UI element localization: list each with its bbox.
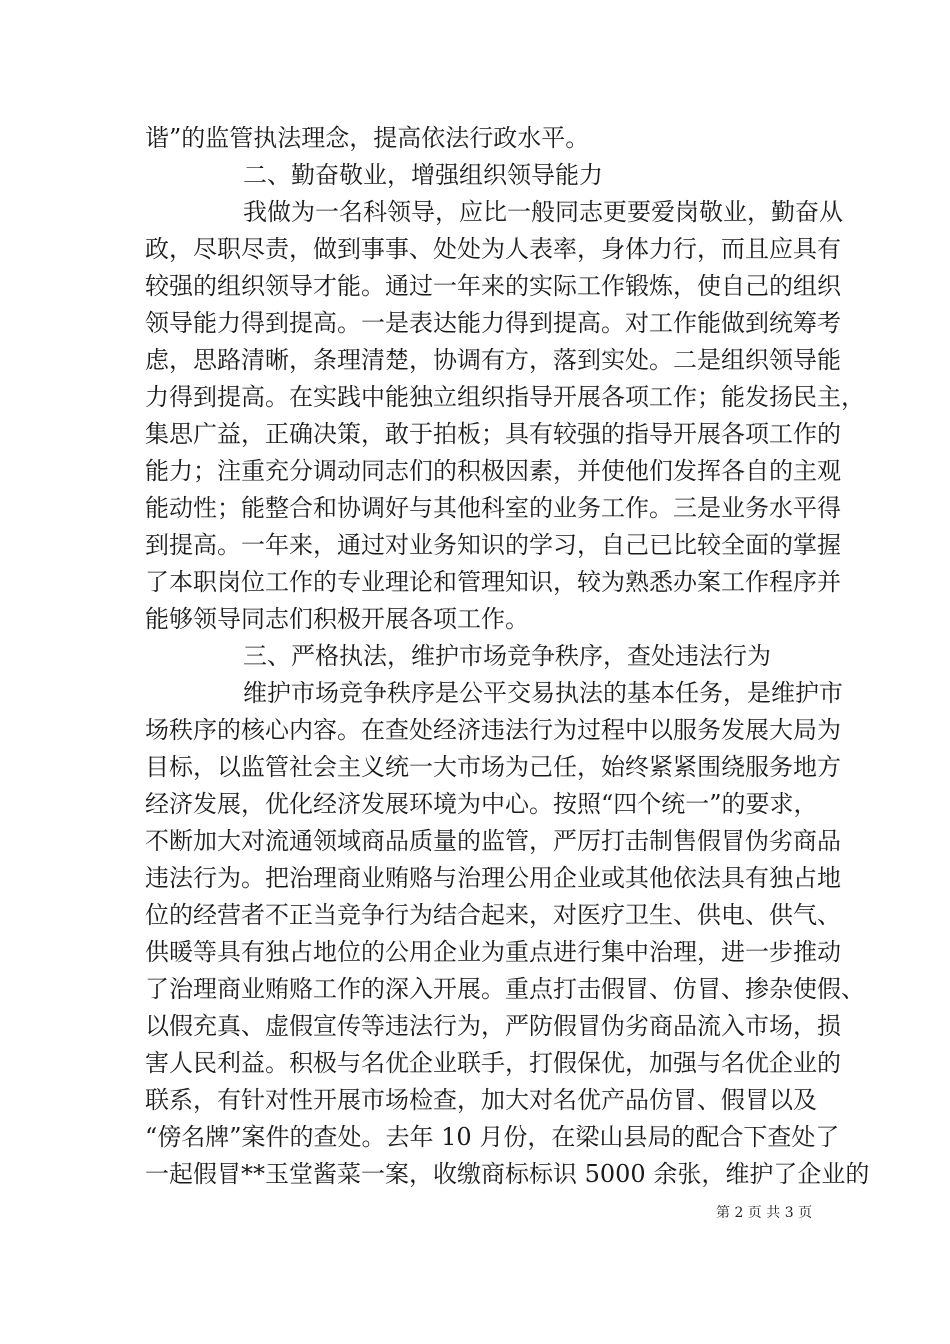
section-heading: 三、严格执法，维护市场竞争秩序，查处违法行为 (243, 642, 771, 670)
paragraph-line: 不断加大对流通领域商品质量的监管，严厉打击制售假冒伪劣商品 (145, 827, 841, 855)
paragraph-line: 虑，思路清晰，条理清楚，协调有方，落到实处。二是组织领导能 (145, 346, 841, 374)
paragraph-line: 一起假冒**玉堂酱菜一案，收缴商标标识 5000 余张，维护了企业的 (145, 1160, 870, 1188)
paragraph-line: 以假充真、虚假宣传等违法行为，严防假冒伪劣商品流入市场，损 (145, 1012, 841, 1040)
paragraph-line: 供暖等具有独占地位的公用企业为重点进行集中治理，进一步推动 (145, 938, 841, 966)
paragraph-line: 害人民利益。积极与名优企业联手，打假保优，加强与名优企业的 (145, 1049, 841, 1077)
paragraph-line: 政，尽职尽责，做到事事、处处为人表率，身体力行，而且应具有 (145, 235, 841, 263)
paragraph-line: 了本职岗位工作的专业理论和管理知识，较为熟悉办案工作程序并 (145, 568, 841, 596)
paragraph-line: 位的经营者不正当竞争行为结合起来，对医疗卫生、供电、供气、 (145, 901, 841, 929)
paragraph-line: 能力；注重充分调动同志们的积极因素，并使他们发挥各自的主观 (145, 457, 841, 485)
paragraph-line: 力得到提高。在实践中能独立组织指导开展各项工作；能发扬民主， (145, 383, 865, 411)
paragraph-line: 能够领导同志们积极开展各项工作。 (145, 605, 529, 633)
paragraph-line: 经济发展，优化经济发展环境为中心。按照“四个统一”的要求， (145, 790, 818, 818)
paragraph-line: 了治理商业贿赂工作的深入开展。重点打击假冒、仿冒、掺杂使假、 (145, 975, 865, 1003)
paragraph-line: 维护市场竞争秩序是公平交易执法的基本任务，是维护市 (243, 679, 843, 707)
paragraph-line: 联系，有针对性开展市场检查，加大对名优产品仿冒、假冒以及 (145, 1086, 817, 1114)
paragraph-line: 我做为一名科领导，应比一般同志更要爱岗敬业，勤奋从 (243, 198, 843, 226)
section-heading: 二、勤奋敬业，增强组织领导能力 (243, 161, 603, 189)
paragraph-line: 集思广益，正确决策，敢于拍板；具有较强的指导开展各项工作的 (145, 420, 841, 448)
paragraph-line: 能动性；能整合和协调好与其他科室的业务工作。三是业务水平得 (145, 494, 841, 522)
paragraph-line: “傍名牌”案件的查处。去年 10 月份，在梁山县局的配合下查处了 (145, 1123, 840, 1151)
page-number-footer: 第 2 页 共 3 页 (716, 1205, 813, 1221)
paragraph-line: 谐”的监管执法理念，提高依法行政水平。 (145, 124, 590, 152)
paragraph-line: 场秩序的核心内容。在查处经济违法行为过程中以服务发展大局为 (145, 716, 841, 744)
paragraph-line: 领导能力得到提高。一是表达能力得到提高。对工作能做到统筹考 (145, 309, 841, 337)
paragraph-line: 到提高。一年来，通过对业务知识的学习，自己已比较全面的掌握 (145, 531, 841, 559)
paragraph-line: 目标，以监管社会主义统一大市场为己任，始终紧紧围绕服务地方 (145, 753, 841, 781)
paragraph-line: 较强的组织领导才能。通过一年来的实际工作锻炼，使自己的组织 (145, 272, 841, 300)
paragraph-line: 违法行为。把治理商业贿赂与治理公用企业或其他依法具有独占地 (145, 864, 841, 892)
